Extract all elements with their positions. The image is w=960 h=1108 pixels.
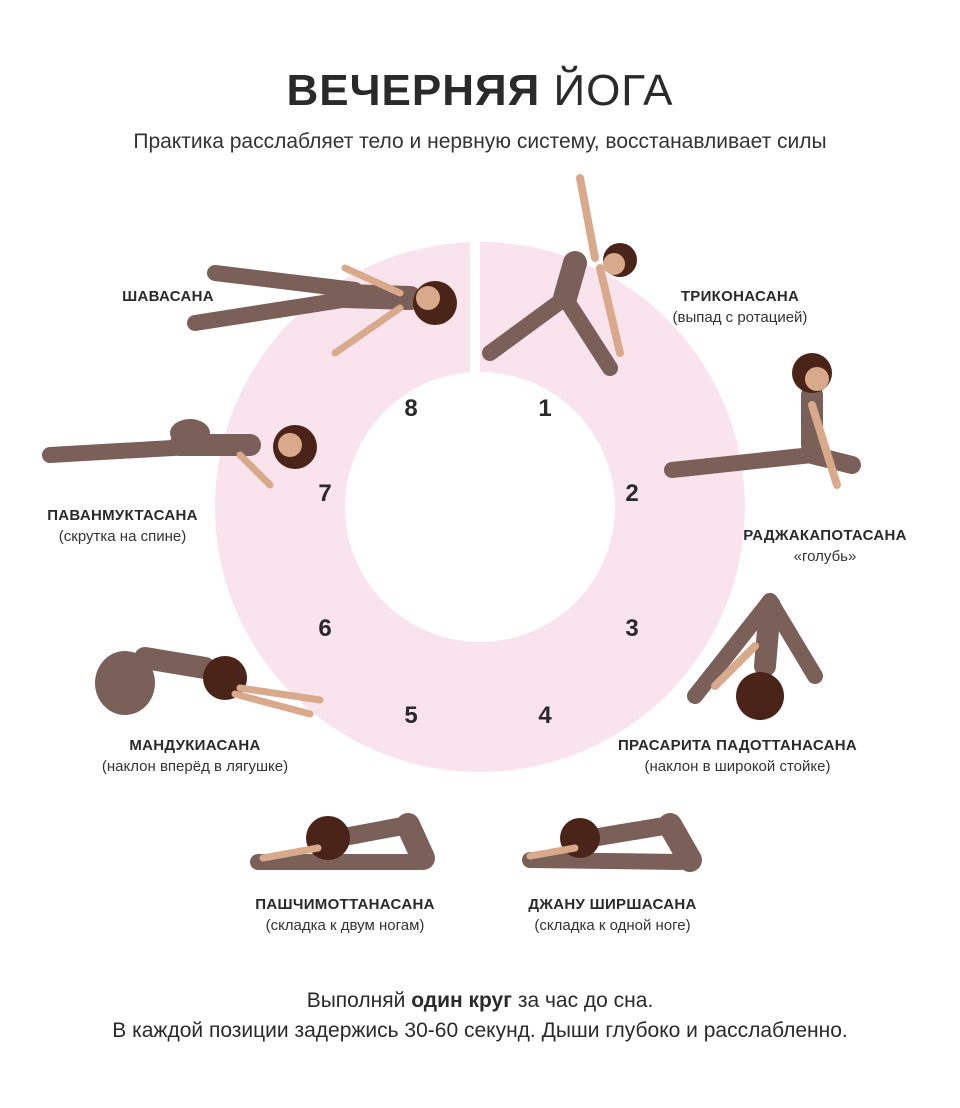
step-number-2: 2	[625, 480, 639, 507]
pose-name: ТРИКОНАСАНА	[680, 288, 800, 305]
title-bold: ВЕЧЕРНЯЯ	[286, 66, 541, 115]
title-light: ЙОГА	[553, 66, 674, 115]
pose-name: ШАВАСАНА	[122, 288, 214, 305]
pose-desc: (складка к одной ноге)	[534, 917, 691, 934]
pose-label-4	[505, 896, 720, 934]
pose-desc: (наклон вперёд в лягушке)	[101, 758, 289, 775]
pose-label-1	[640, 288, 840, 326]
pose-figure-5	[248, 800, 438, 890]
page-subtitle: Практика расслабляет тело и нервную систему, восстанавливает силы	[133, 130, 827, 153]
pose-name: ДЖАНУ ШИРШАСАНА	[528, 896, 697, 913]
pose-figure-6	[85, 628, 325, 728]
pose-figure-1	[470, 168, 650, 388]
pose-name: ПАВАНМУКТАСАНА	[47, 507, 198, 524]
footer-line-1	[0, 986, 960, 1016]
footer-instructions	[0, 986, 960, 1046]
pose-figure-3	[675, 586, 835, 736]
pose-label-5	[240, 896, 450, 934]
pose-desc: (складка к двум ногам)	[265, 917, 425, 934]
pose-figure-2	[662, 345, 872, 505]
step-number-3: 3	[625, 615, 639, 642]
pose-desc: (скрутка на спине)	[58, 528, 187, 545]
pose-desc: «голубь»	[793, 548, 857, 565]
step-number-6: 6	[318, 615, 332, 642]
pose-name: МАНДУКИАСАНА	[129, 737, 261, 754]
footer-line-2: В каждой позиции задержись 30-60 секунд. Дыши глубоко и расслабленно.	[112, 1019, 848, 1042]
footer-line-1-pre: Выполняй	[306, 989, 412, 1012]
pose-label-7	[30, 507, 215, 545]
pose-name: ПАШЧИМОТТАНАСАНА	[255, 896, 435, 913]
pose-name: РАДЖАКАПОТАСАНА	[743, 527, 907, 544]
pose-desc: (наклон в широкой стойке)	[644, 758, 831, 775]
pose-figure-4	[520, 800, 710, 890]
pose-label-3	[605, 737, 870, 775]
pose-desc: (выпад с ротацией)	[672, 309, 808, 326]
pose-label-8	[108, 288, 228, 305]
pose-label-2	[720, 527, 930, 565]
footer-line-1-bold: один круг	[411, 989, 512, 1012]
pose-figure-8	[185, 258, 465, 363]
pose-label-6	[75, 737, 315, 775]
step-number-5: 5	[404, 702, 418, 729]
step-number-8: 8	[404, 395, 418, 422]
step-number-1: 1	[538, 395, 552, 422]
footer-line-1-post: за час до сна.	[511, 989, 654, 1012]
pose-figure-7	[40, 405, 320, 490]
step-number-7: 7	[318, 480, 332, 507]
pose-name: ПРАСАРИТА ПАДОТТАНАСАНА	[617, 737, 858, 754]
step-number-4: 4	[538, 702, 552, 729]
